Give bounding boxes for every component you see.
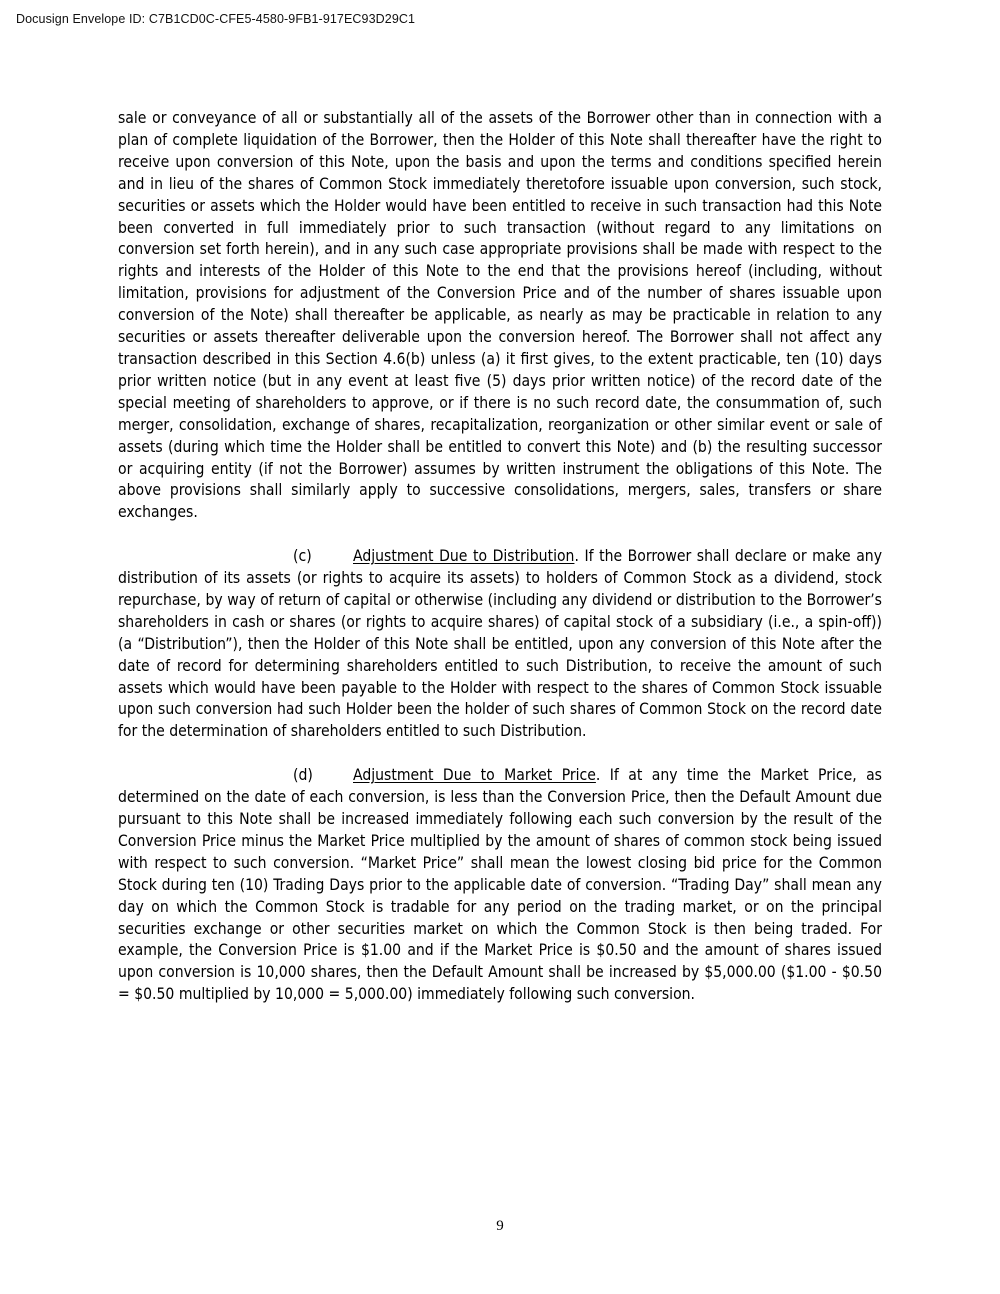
paragraph-continued: sale or conveyance of all or substantially all of the assets of the Borrower other than in connection with a plan of complete liquidation of the Borrower, then the Holder of this Note shall thereafter have the right to receive upon conversion of this Note, upon the basis and upon the terms and conditions specified herein and in lieu of the shares of Common Stock immediately theretofore issuable upon conversion, such stock, securities or assets which the Holder would have been entitled to receive in such transaction had this Note been converted in full immediately prior to such transaction (without regard to any limitations on conversion set forth herein), and in any such case appropriate provisions shall be made with respect to the rights and interests of the Holder of this Note to the end that the provisions hereof (including, without limitation, provisions for adjustment of the Conversion Price and of the number of shares issuable upon conversion of the Note) shall thereafter be applicable, as nearly as may be practicable in relation to any securities or assets thereafter deliverable upon the conversion hereof. The Borrower shall not affect any transaction described in this Section 4.6(b) unless (a) it first gives, to the extent practicable, ten (10) days prior written notice (but in any event at least five (5) days prior written notice) of the record date of the special meeting of shareholders to approve, or if there is no such record date, the consummation of, such merger, consolidation, exchange of shares, recapitalization, reorganization or other similar event or sale of assets (during which time the Holder shall be entitled to convert this Note) and (b) the resulting successor or acquiring entity (if not the Borrower) assumes by written instrument the obligations of this Note. The above provisions shall similarly apply to successive consolidations, mergers, sales, transfers or share exchanges.	[118, 109, 882, 522]
section-d-text: . If at any time the Market Price, as determined on the date of each conversion, is less than the Conversion Price, then the Default Amount due pursuant to this Note shall be increased immediately following each such conversion by the result of the Conversion Price minus the Market Price multiplied by the amount of shares of common stock being issued with respect to such conversion. “Market Price” shall mean the lowest closing bid price for the Common Stock during ten (10) Trading Days prior to the applicable date of conversion. “Trading Day” shall mean any day on which the Common Stock is tradable for any period on the trading market, or on the principal securities exchange or other securities market on which the Common Stock is then being traded. For example, the Conversion Price is $1.00 and if the Market Price is $0.50 and the amount of shares issued upon conversion is 10,000 shares, then the Default Amount shall be increased by $5,000.00 ($1.00 - $0.50 = $0.50 multiplied by 10,000 = 5,000.00) immediately following such conversion.	[118, 766, 882, 1004]
section-c-heading: Adjustment Due to Distribution	[353, 547, 575, 566]
section-d-heading: Adjustment Due to Market Price	[353, 766, 596, 785]
section-c-marker: (c)	[293, 547, 312, 566]
section-d-paragraph	[118, 765, 882, 1006]
page-number: 9	[496, 1218, 504, 1234]
docusign-envelope-id: Docusign Envelope ID: C7B1CD0C-CFE5-4580-9FB1-917EC93D29C1	[16, 12, 416, 26]
section-d-marker: (d)	[293, 766, 313, 785]
section-c-text: . If the Borrower shall declare or make any distribution of its assets (or rights to acquire its assets) to holders of Common Stock as a dividend, stock repurchase, by way of return of capital or otherwise (including any dividend or distribution to the Borrower’s shareholders in cash or shares (or rights to acquire shares) of capital stock of a subsidiary (i.e., a spin-off)) (a “Distribution”), then the Holder of this Note shall be entitled, upon any conversion of this Note after the date of record for determining shareholders entitled to such Distribution, to receive the amount of such assets which would have been payable to the Holder with respect to the shares of Common Stock issuable upon such conversion had such Holder been the holder of such shares of Common Stock on the record date for the determination of shareholders entitled to such Distribution.	[118, 547, 882, 741]
document-body	[118, 108, 882, 1006]
section-c-paragraph	[118, 546, 882, 743]
